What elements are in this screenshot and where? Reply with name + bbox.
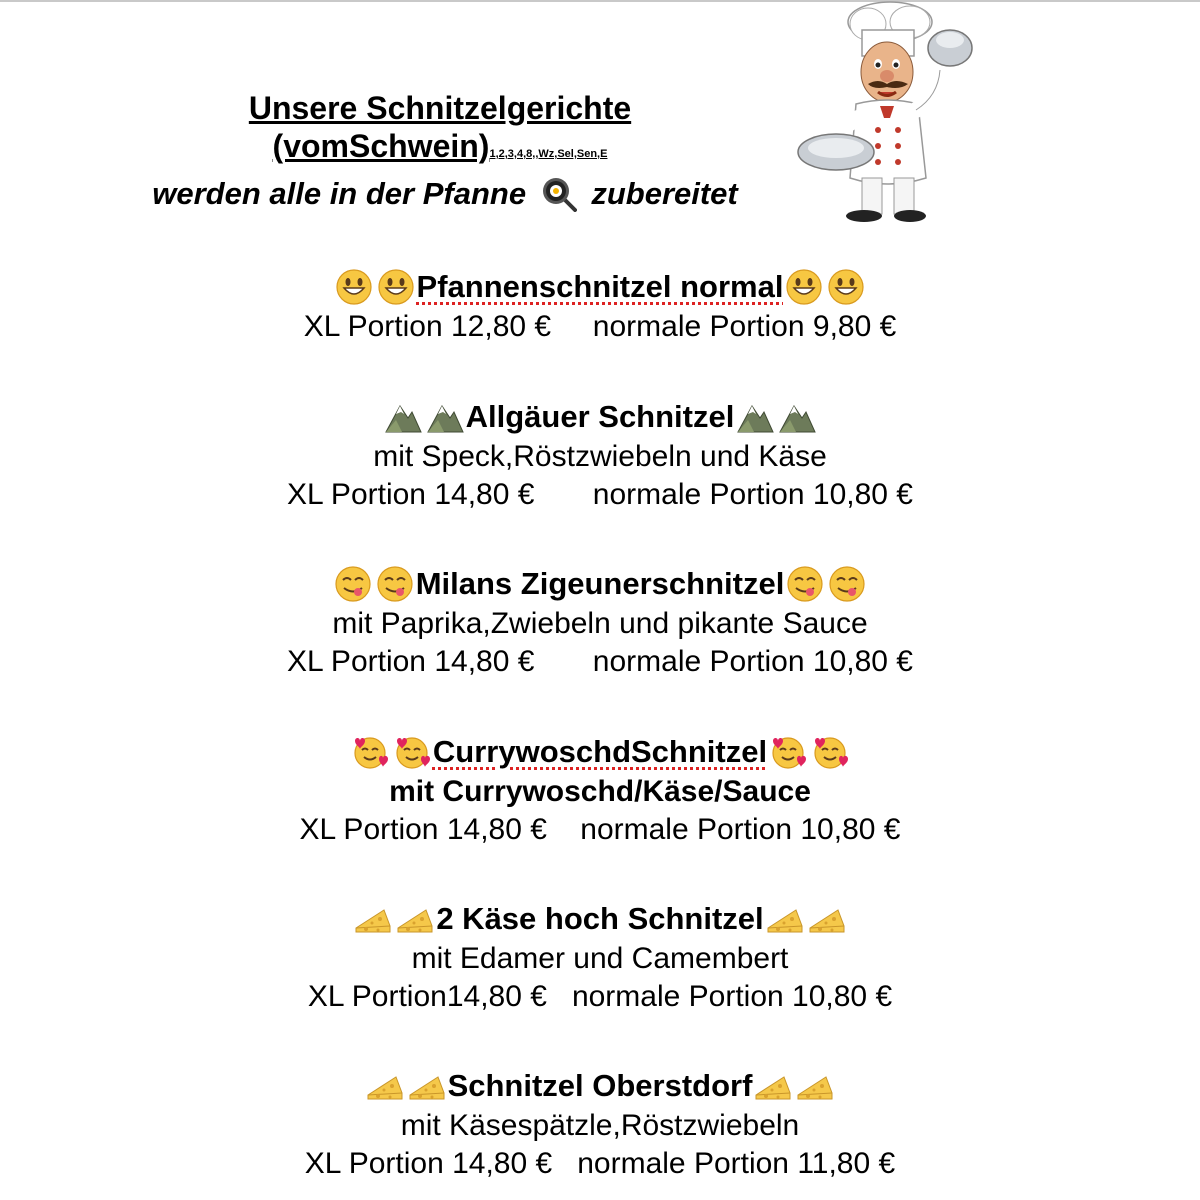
smiling-face-hearts-icon	[811, 733, 849, 771]
dish-title	[0, 896, 1200, 940]
dish-title	[0, 264, 1200, 308]
meat-origin-label: (vomSchwein)	[272, 128, 490, 164]
cheese-icon	[396, 900, 434, 938]
xl-portion-price: XL Portion 14,80 €	[299, 812, 547, 846]
cheese-icon	[754, 1067, 792, 1105]
top-border	[0, 0, 1200, 2]
grinning-face-icon	[335, 268, 373, 306]
cheese-icon	[354, 900, 392, 938]
chef-illustration	[790, 0, 990, 225]
dish-prices	[0, 978, 1200, 1016]
preparation-note-end: zubereitet	[591, 176, 738, 211]
dish-pfannenschnitzel	[0, 264, 1200, 346]
grinning-face-icon	[785, 268, 823, 306]
dish-description: mit Speck,Röstzwiebeln und Käse	[373, 439, 827, 473]
normal-portion-price: normale Portion 9,80 €	[592, 309, 897, 343]
xl-portion-price: XL Portion14,80 €	[307, 979, 547, 1013]
allergen-codes: 1,2,3,4,8,,Wz,Sel,Sen,E	[489, 148, 608, 160]
normal-portion-price: normale Portion 11,80 €	[577, 1146, 896, 1180]
cheese-icon	[796, 1067, 834, 1105]
cheese-icon	[766, 900, 804, 938]
normal-portion-price: normale Portion 10,80 €	[580, 812, 901, 846]
dish-allgaeuer-schnitzel	[0, 394, 1200, 514]
frying-pan-icon	[541, 176, 577, 212]
grinning-face-icon	[827, 268, 865, 306]
dish-name: CurrywoschdSchnitzel	[432, 733, 768, 769]
dish-name: 2 Käse hoch Schnitzel	[436, 900, 764, 936]
xl-portion-price: XL Portion 14,80 €	[287, 477, 535, 511]
dish-2-kaese-hoch-schnitzel	[0, 896, 1200, 1016]
mountain-icon	[778, 398, 816, 436]
xl-portion-price: XL Portion 14,80 €	[287, 644, 535, 678]
dish-name: Milans Zigeunerschnitzel	[415, 565, 785, 601]
dish-title	[0, 394, 1200, 438]
dish-prices	[0, 811, 1200, 849]
mountain-icon	[384, 398, 422, 436]
menu-subheading	[150, 126, 730, 174]
dish-title	[0, 729, 1200, 773]
yum-face-icon	[828, 565, 866, 603]
grinning-face-icon	[377, 268, 415, 306]
smiling-face-hearts-icon	[351, 733, 389, 771]
dish-description: mit Käsespätzle,Röstzwiebeln	[400, 1108, 800, 1142]
smiling-face-hearts-icon	[769, 733, 807, 771]
menu-heading: Unsere Schnitzelgerichte	[248, 90, 632, 126]
dish-description: mit Edamer und Camembert	[411, 941, 789, 975]
dish-currywoschdschnitzel	[0, 729, 1200, 849]
yum-face-icon	[786, 565, 824, 603]
normal-portion-price: normale Portion 10,80 €	[592, 644, 913, 678]
dish-name: Pfannenschnitzel normal	[416, 268, 784, 304]
dish-zigeunerschnitzel	[0, 561, 1200, 681]
dish-name: Schnitzel Oberstdorf	[447, 1067, 753, 1103]
dish-prices	[0, 308, 1200, 346]
dish-prices	[0, 476, 1200, 514]
xl-portion-price: XL Portion 14,80 €	[304, 1146, 553, 1180]
normal-portion-price: normale Portion 10,80 €	[571, 979, 893, 1013]
yum-face-icon	[376, 565, 414, 603]
smiling-face-hearts-icon	[393, 733, 431, 771]
dish-description: mit Paprika,Zwiebeln und pikante Sauce	[332, 606, 868, 640]
normal-portion-price: normale Portion 10,80 €	[592, 477, 913, 511]
preparation-note	[100, 174, 790, 214]
dish-schnitzel-oberstdorf	[0, 1063, 1200, 1183]
cheese-icon	[366, 1067, 404, 1105]
mountain-icon	[426, 398, 464, 436]
xl-portion-price: XL Portion 12,80 €	[303, 309, 552, 343]
dish-prices	[0, 643, 1200, 681]
dish-description: mit Currywoschd/Käse/Sauce	[389, 774, 811, 808]
mountain-icon	[736, 398, 774, 436]
dish-title	[0, 561, 1200, 605]
cheese-icon	[808, 900, 846, 938]
yum-face-icon	[334, 565, 372, 603]
dish-title	[0, 1063, 1200, 1107]
dish-prices	[0, 1145, 1200, 1183]
dish-name: Allgäuer Schnitzel	[465, 398, 735, 434]
preparation-note-start: werden alle in der Pfanne	[152, 176, 527, 211]
cheese-icon	[408, 1067, 446, 1105]
